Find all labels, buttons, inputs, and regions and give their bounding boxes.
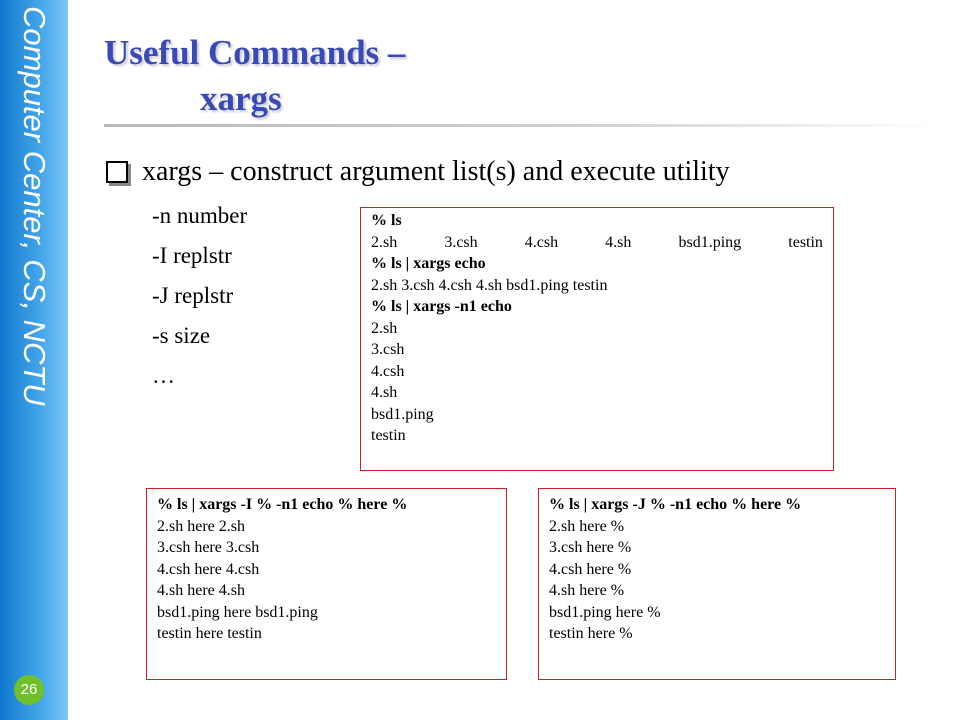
output-line: 4.csh here % — [549, 560, 632, 578]
output-line: 3.csh here % — [549, 539, 632, 556]
example-box-n1 — [360, 207, 834, 471]
ls-item: 4.csh — [524, 233, 559, 251]
option-item: -J replstr — [152, 283, 234, 308]
ls-item: testin — [788, 233, 823, 251]
ls-item: 4.sh — [605, 233, 632, 251]
option-item: … — [152, 363, 175, 388]
ls-item: 2.sh — [371, 233, 398, 251]
checkbox-bullet-icon — [106, 161, 128, 183]
output-line: 4.csh here 4.csh — [157, 560, 260, 578]
command-line: % ls | xargs echo — [371, 255, 486, 272]
ls-item: 3.csh — [444, 233, 478, 251]
output-line: 3.csh here 3.csh — [157, 539, 260, 556]
option-item: -n number — [152, 203, 248, 228]
slide-title-line2: xargs — [200, 79, 282, 118]
command-line: % ls — [371, 212, 402, 229]
command-line: % ls | xargs -I % -n1 echo % here % — [157, 496, 408, 513]
output-line: 2.sh — [371, 319, 398, 337]
command-line: % ls | xargs -J % -n1 echo % here % — [549, 496, 802, 513]
ls-item: bsd1.ping — [678, 233, 742, 251]
option-list — [152, 200, 247, 400]
output-line: testin here testin — [157, 625, 262, 642]
output-line: 2.sh 3.csh 4.csh 4.sh bsd1.ping testin — [371, 276, 608, 294]
output-line: testin — [371, 427, 406, 444]
page-number-badge: 26 — [14, 675, 44, 705]
option-item: -s size — [152, 323, 211, 348]
bullet-text: xargs – construct argument list(s) and execute utility — [142, 156, 730, 187]
output-line: bsd1.ping — [371, 405, 434, 423]
example-box-replace-i — [146, 488, 507, 680]
title-divider — [104, 124, 940, 127]
output-line: 4.csh — [371, 362, 405, 380]
option-item: -I replstr — [152, 243, 232, 268]
output-line: 4.sh here % — [549, 582, 625, 599]
output-line: 2.sh here 2.sh — [157, 517, 245, 535]
sidebar — [0, 0, 68, 720]
output-line: 3.csh — [371, 341, 405, 358]
command-line: % ls | xargs -n1 echo — [371, 298, 512, 315]
output-line: bsd1.ping here % — [549, 603, 661, 621]
output-line: 4.sh — [371, 384, 398, 401]
ls-output-row — [371, 232, 823, 254]
output-line: testin here % — [549, 625, 633, 642]
bullet-xargs — [106, 156, 730, 188]
output-line: 2.sh here % — [549, 517, 625, 535]
sidebar-title: Computer Center, CS, NCTU — [17, 6, 52, 406]
slide-title — [104, 30, 405, 122]
slide-title-line1: Useful Commands – — [104, 33, 406, 72]
output-line: 4.sh here 4.sh — [157, 582, 245, 599]
output-line: bsd1.ping here bsd1.ping — [157, 603, 318, 621]
example-box-replace-j — [538, 488, 896, 680]
